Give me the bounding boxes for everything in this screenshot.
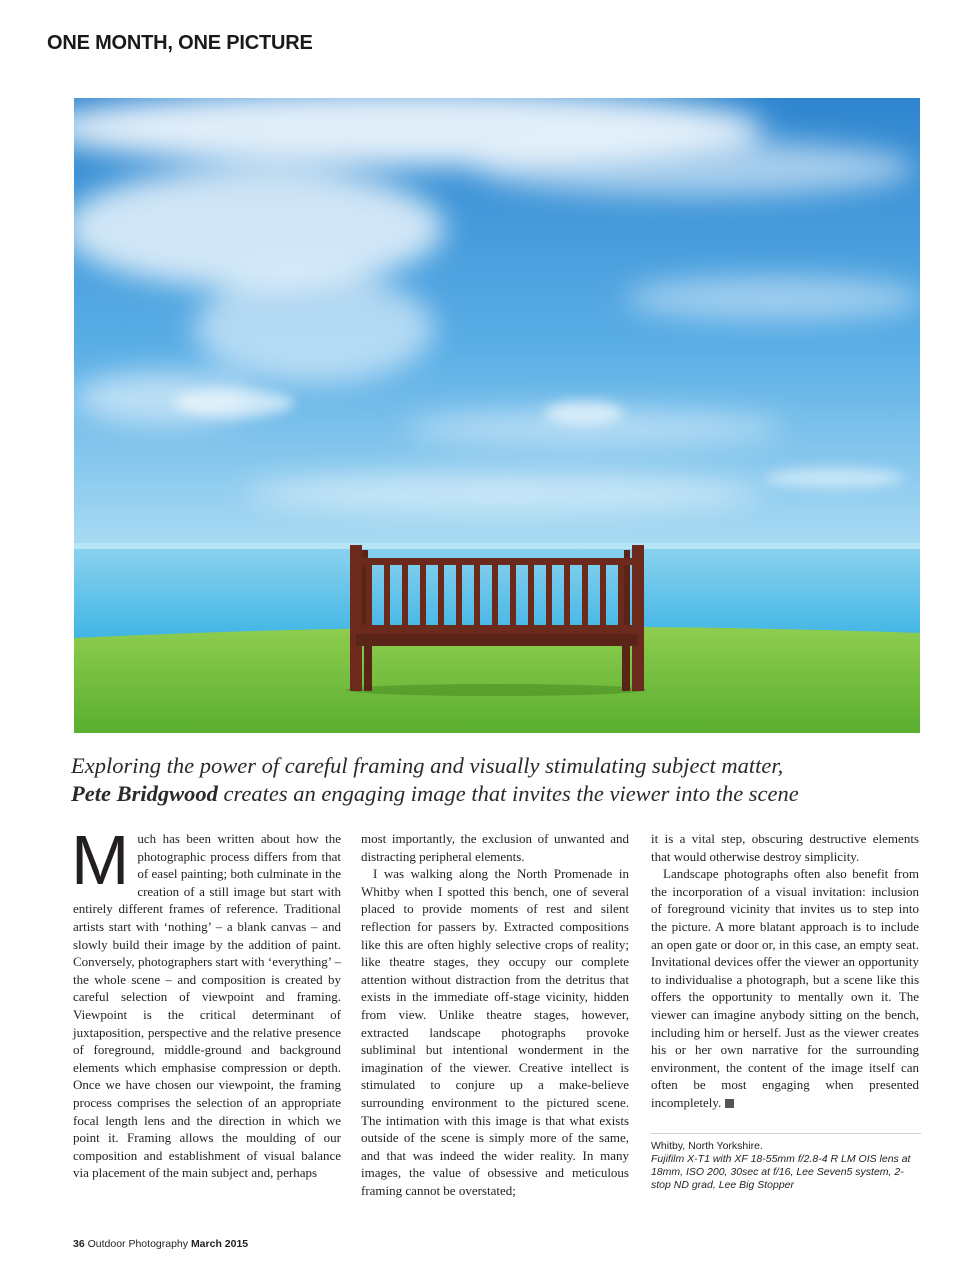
page-footer [73, 1238, 248, 1250]
caption-specs: Fujifilm X-T1 with XF 18-55mm f/2.8-4 R LM OIS lens at 18mm, ISO 200, 30sec at f/16, Lee Seven5 system, 2-stop ND grad, Lee Big Stopper [651, 1153, 911, 1191]
drop-cap: M [71, 821, 130, 899]
photo-caption [651, 1133, 921, 1192]
author-name: Pete Bridgwood [71, 781, 218, 806]
article-paragraph: I was walking along the North Promenade in Whitby when I spotted this bench, one of several placed to provide moments of rest and silent reflection for passers by. Extracted compositions like this are often highly selective crops of reality; like theatre stages, they occupy our complete attention without distraction from the detritus that exists in the immediate off-stage vicinity, hidden from view. Unlike theatre stages, however, extracted landscape photographs provoke subliminal but intentional wonderment in the imagination of the viewer. Creative intellect is stimulated to conjure up a make-believe surrounding environment to the pictured scene. The intimation with this image is that what exists outside of the scene is simply more of the same, and that was indeed the wider reality. In many images, the value of obsessive and meticulous framing cannot be overstated; [361, 866, 629, 1198]
caption-location: Whitby, North Yorkshire. [651, 1140, 763, 1152]
article-column-2 [361, 830, 629, 1199]
article-paragraph: most importantly, the exclusion of unwanted and distracting peripheral elements. [361, 831, 629, 864]
article-paragraph-final [651, 865, 919, 1111]
issue-date: March 2015 [190, 1238, 249, 1250]
article-paragraph: it is a vital step, obscuring destructive elements that would otherwise destroy simplicity. [651, 831, 919, 864]
section-title: ONE MONTH, ONE PICTURE [47, 32, 313, 54]
end-mark-icon [725, 1099, 734, 1108]
article-paragraph: uch has been written about how the photographic process differs from that of easel painting; both culminate in the creation of a still image but start with entirely different frames of reference. Traditional artists start with ‘nothing’ – a blank canvas – and slowly build their image by the addition of paint. Conversely, photographers start with ‘everything’ – the whole scene – and composition is created by careful selection of viewpoint and framing. Viewpoint is the critical determinant of juxtaposition, perspective and the relative presence of foreground, middle-ground and background elements which emphasise compression or depth. Once we have chosen our viewpoint, the framing process comprises the selection of an appropriate focal length lens and the direction in which we point it. Framing allows the moulding of our composition and establishment of visual balance via placement of the main subject and, perhaps [73, 831, 341, 1181]
article-column-1 [71, 821, 341, 1182]
bench-photo [74, 98, 920, 733]
magazine-name: Outdoor Photography [87, 1238, 189, 1250]
article-paragraph-text: Landscape photographs often also benefit from the incorporation of a visual invitation: inclusion of foreground vicinity that invites us to step into the picture. A more blatant approach is to include an open gate or door or, in this case, an empty seat. Invitational devices offer the viewer an opportunity to individualise a photograph, but a scene like this offers the opportunity to mentally own it. The viewer can imagine anybody sitting on the bench, including him or herself. Just as the viewer creates his or her own narrative for the surrounding environment, the content of the image itself can often be most engaging when presented incompletely. [651, 866, 919, 1110]
standfirst [71, 752, 931, 808]
standfirst-line-1: Exploring the power of careful framing and visually stimulating subject matter, [71, 753, 784, 778]
article-column-3 [651, 830, 919, 1112]
page-number: 36 [73, 1238, 85, 1250]
standfirst-line-2: creates an engaging image that invites the viewer into the scene [217, 781, 799, 806]
